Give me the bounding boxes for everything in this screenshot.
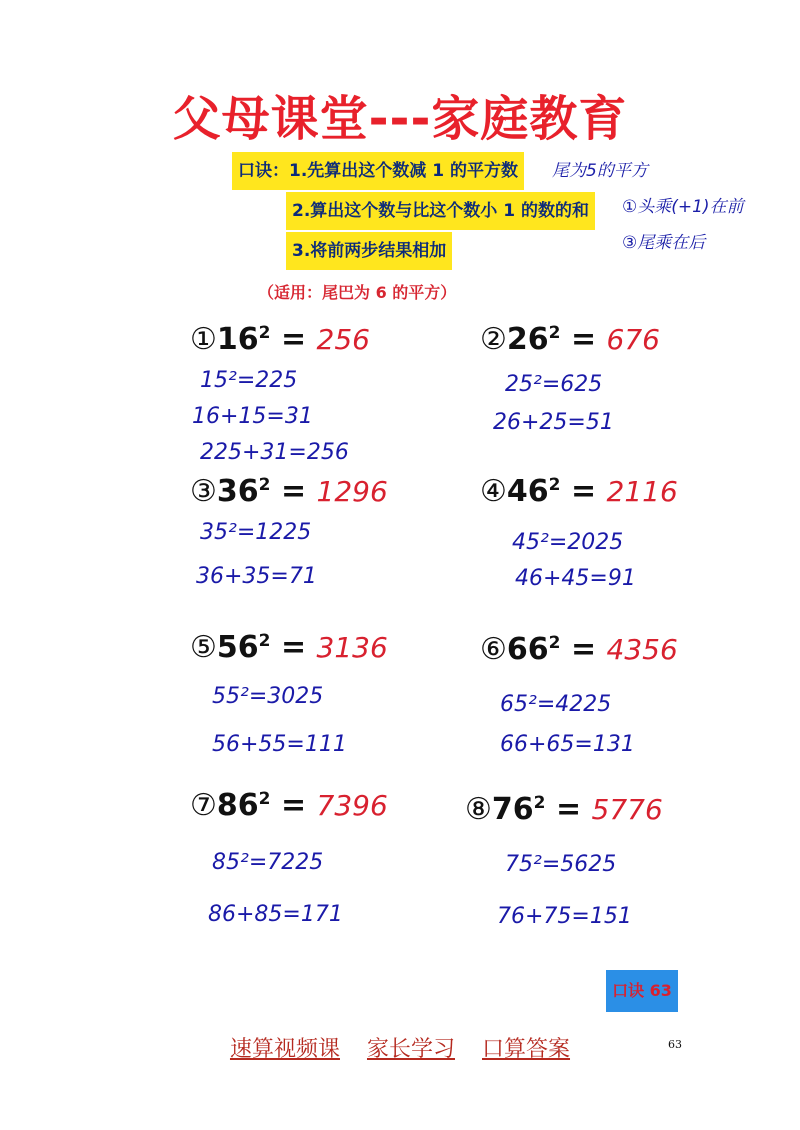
problem-3-step-2: 36+35=71 (196, 564, 317, 589)
equals-sign: = (280, 322, 307, 357)
problem-6-step-2: 66+65=131 (500, 732, 635, 757)
problem-exponent: 2 (258, 789, 271, 809)
problem-8 (465, 792, 663, 827)
problem-answer: 4356 (606, 633, 678, 666)
problem-answer: 2116 (606, 475, 678, 508)
problem-4 (480, 474, 678, 509)
equals-sign: = (280, 630, 307, 665)
problem-answer: 5776 (591, 793, 663, 826)
problem-base: 26 (506, 322, 549, 357)
problem-7-step-2: 86+85=171 (208, 902, 343, 927)
problem-1 (190, 322, 370, 357)
problem-exponent: 2 (548, 475, 561, 495)
problem-marker: ① (190, 322, 217, 357)
problem-base: 86 (216, 788, 259, 823)
problem-3-step-1: 35²=1225 (200, 520, 312, 545)
problem-exponent: 2 (258, 631, 271, 651)
problem-marker: ② (480, 322, 507, 357)
handwritten-note-2: ①头乘(+1)在前 (622, 197, 744, 217)
problem-exponent: 2 (533, 793, 546, 813)
equals-sign: = (570, 322, 597, 357)
problem-marker: ⑧ (465, 792, 492, 827)
problem-2-step-1: 25²=625 (505, 372, 603, 397)
equals-sign: = (570, 474, 597, 509)
problem-marker: ⑦ (190, 788, 217, 823)
problem-2 (480, 322, 660, 357)
rule-line-2: 2.算出这个数与比这个数小 1 的数的和 (286, 192, 595, 230)
problem-base: 76 (491, 792, 534, 827)
problem-6 (480, 632, 678, 667)
problem-7-step-1: 85²=7225 (212, 850, 324, 875)
problem-exponent: 2 (548, 633, 561, 653)
rule-line-3: 3.将前两步结果相加 (286, 232, 452, 270)
problem-8-step-2: 76+75=151 (497, 904, 632, 929)
rule-line-1: 口诀：1.先算出这个数减 1 的平方数 (232, 152, 524, 190)
problem-base: 16 (216, 322, 259, 357)
problem-answer: 256 (316, 323, 370, 356)
problem-7 (190, 788, 388, 823)
problem-1-step-1: 15²=225 (200, 368, 298, 393)
mnemonic-badge: 口诀 63 (606, 970, 678, 1012)
problem-5 (190, 630, 388, 665)
problem-base: 36 (216, 474, 259, 509)
footer-link-parent-study[interactable]: 家长学习 (366, 1037, 455, 1062)
problem-marker: ⑥ (480, 632, 507, 667)
problem-answer: 1296 (316, 475, 388, 508)
problem-exponent: 2 (258, 475, 271, 495)
footer-link-video-course[interactable]: 速算视频课 (229, 1037, 340, 1062)
page-number: 63 (668, 1038, 682, 1051)
equals-sign: = (280, 474, 307, 509)
problem-5-step-2: 56+55=111 (212, 732, 347, 757)
problem-exponent: 2 (548, 323, 561, 343)
problem-answer: 7396 (316, 789, 388, 822)
problem-base: 66 (506, 632, 549, 667)
problem-3 (190, 474, 388, 509)
handwritten-note-3: ③尾乘在后 (622, 233, 706, 253)
problem-answer: 3136 (316, 631, 388, 664)
problem-marker: ⑤ (190, 630, 217, 665)
problem-1-step-2: 16+15=31 (192, 404, 313, 429)
problem-1-step-3: 225+31=256 (200, 440, 349, 465)
problem-answer: 676 (606, 323, 660, 356)
problem-base: 56 (216, 630, 259, 665)
problem-base: 46 (506, 474, 549, 509)
problem-exponent: 2 (258, 323, 271, 343)
problem-4-step-1: 45²=2025 (512, 530, 624, 555)
equals-sign: = (555, 792, 582, 827)
problem-4-step-2: 46+45=91 (515, 566, 636, 591)
problem-2-step-2: 26+25=51 (493, 410, 614, 435)
footer-link-answers[interactable]: 口算答案 (482, 1037, 571, 1062)
problem-8-step-1: 75²=5625 (505, 852, 617, 877)
problem-6-step-1: 65²=4225 (500, 692, 612, 717)
handwritten-note-1: 尾为5的平方 (552, 161, 648, 181)
page-title: 父母课堂---家庭教育 (172, 91, 628, 147)
problem-marker: ④ (480, 474, 507, 509)
equals-sign: = (570, 632, 597, 667)
equals-sign: = (280, 788, 307, 823)
applies-note: （适用：尾巴为 6 的平方） (258, 283, 457, 302)
problem-marker: ③ (190, 474, 217, 509)
problem-5-step-1: 55²=3025 (212, 684, 324, 709)
